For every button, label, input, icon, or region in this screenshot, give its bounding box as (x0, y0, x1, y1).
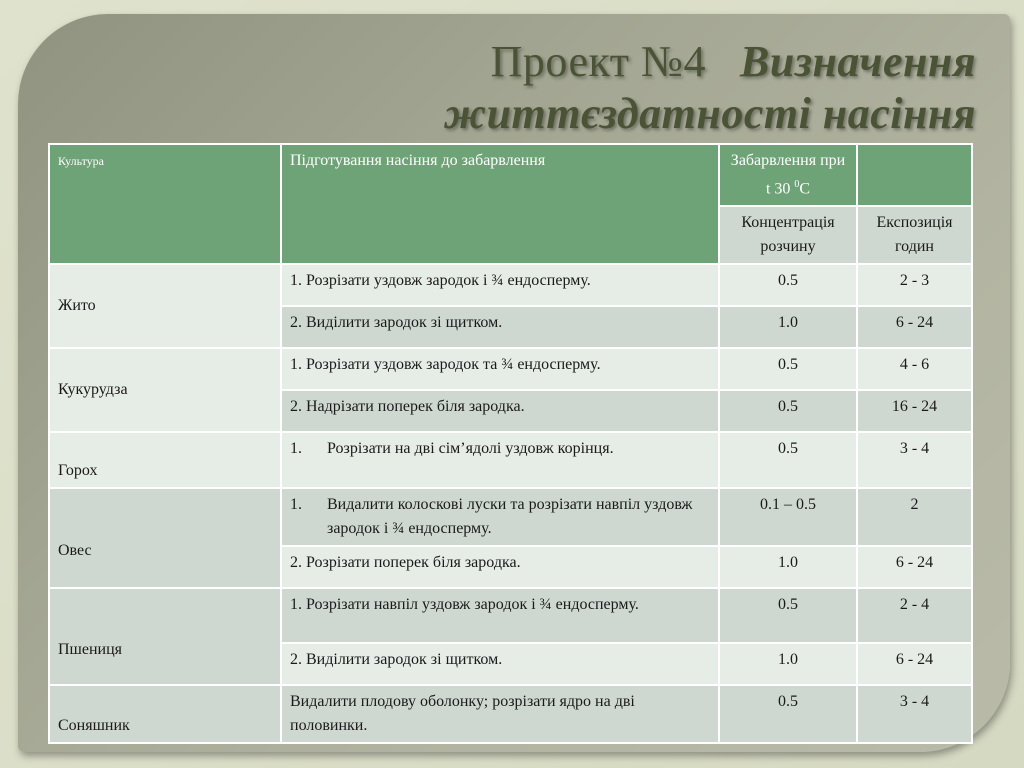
exposure-cell: 4 - 6 (857, 348, 972, 390)
exposure-cell: 16 - 24 (857, 390, 972, 432)
crop-sunflower: Соняшник (49, 685, 281, 743)
step-cell: 2. Розрізати поперек біля зародка. (281, 546, 719, 588)
exposure-cell: 2 - 4 (857, 588, 972, 643)
header-empty (857, 144, 972, 206)
step-cell: 1. Розрізати уздовж зародок та ¾ ендосперму. (281, 348, 719, 390)
concentration-cell: 0.5 (719, 432, 857, 488)
step-cell: Видалити плодову оболонку; розрізати ядро на дві половинки. (281, 685, 719, 743)
exposure-cell: 6 - 24 (857, 643, 972, 685)
header-staining: Забарвлення при t 30 $^0$С (719, 144, 857, 206)
slide-title (444, 36, 976, 140)
concentration-cell: 1.0 (719, 643, 857, 685)
crop-rye: Жито (49, 264, 281, 348)
step-cell: 1. Видалити колоскові луски та розрізати навпіл уздовж зародок і ¾ ендосперму. (281, 488, 719, 546)
step-cell: 1. Розрізати на дві сім’ядолі уздовж корінця. (281, 432, 719, 488)
exposure-cell: 3 - 4 (857, 432, 972, 488)
title-project: Проект №4 (490, 37, 707, 86)
concentration-cell: 0.5 (719, 390, 857, 432)
header-exposure: Експозиція годин (857, 206, 972, 264)
exposure-cell: 2 - 3 (857, 264, 972, 306)
title-topic-line2: життєздатності насіння (444, 89, 976, 138)
step-cell: 2. Виділити зародок зі щитком. (281, 306, 719, 348)
concentration-cell: 1.0 (719, 546, 857, 588)
step-cell: 1. Розрізати навпіл уздовж зародок і ¾ ендосперму. (281, 588, 719, 643)
concentration-cell: 0.5 (719, 348, 857, 390)
title-topic-line1: Визначення (740, 37, 976, 86)
header-culture: Культура (49, 144, 281, 264)
concentration-cell: 0.1 – 0.5 (719, 488, 857, 546)
header-preparation: Підготування насіння до забарвлення (281, 144, 719, 264)
step-cell: 1. Розрізати уздовж зародок і ¾ ендосперму. (281, 264, 719, 306)
exposure-cell: 3 - 4 (857, 685, 972, 743)
header-concentration: Концентрація розчину (719, 206, 857, 264)
crop-corn: Кукурудза (49, 348, 281, 432)
exposure-cell: 6 - 24 (857, 306, 972, 348)
concentration-cell: 0.5 (719, 264, 857, 306)
concentration-cell: 0.5 (719, 588, 857, 643)
exposure-cell: 6 - 24 (857, 546, 972, 588)
step-cell: 2. Надрізати поперек біля зародка. (281, 390, 719, 432)
crop-wheat: Пшениця (49, 588, 281, 685)
concentration-cell: 0.5 (719, 685, 857, 743)
seed-viability-table (48, 143, 973, 744)
concentration-cell: 1.0 (719, 306, 857, 348)
exposure-cell: 2 (857, 488, 972, 546)
step-cell: 2. Виділити зародок зі щитком. (281, 643, 719, 685)
crop-pea: Горох (49, 432, 281, 488)
crop-oats: Овес (49, 488, 281, 588)
